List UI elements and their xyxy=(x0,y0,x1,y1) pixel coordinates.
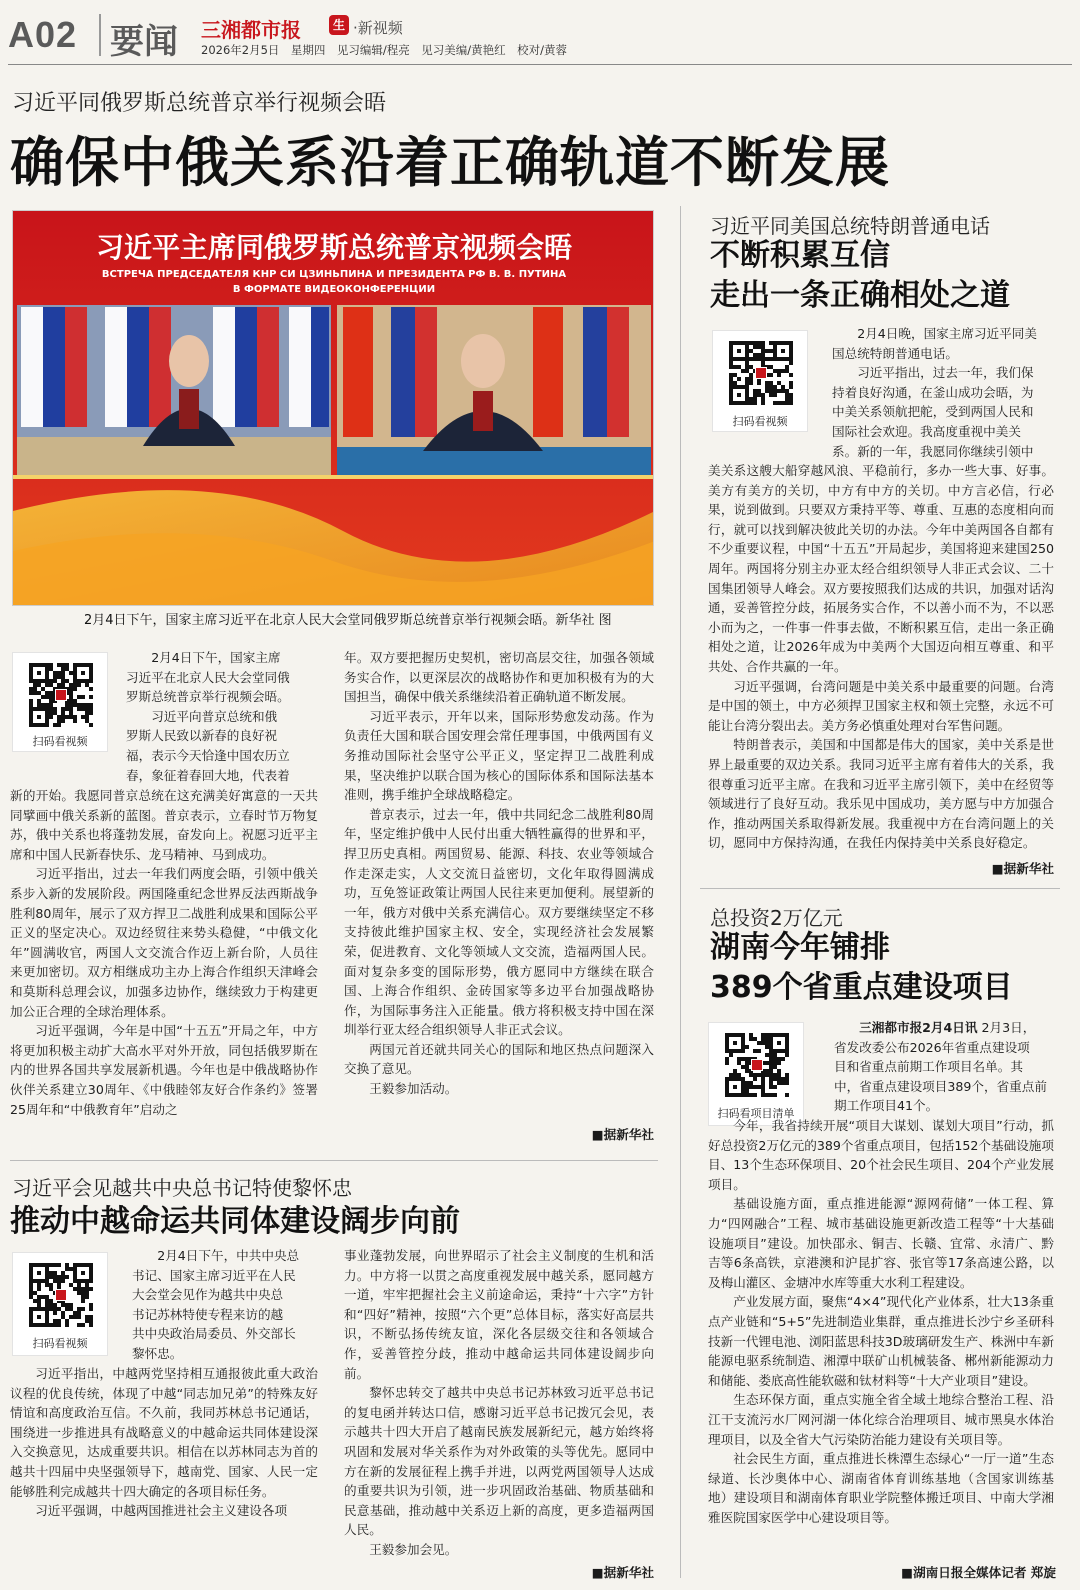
text-line: 中美关系领航把舵，受到两国人民和 xyxy=(832,404,1034,420)
qr-label: 扫码看视频 xyxy=(732,415,788,428)
main-col1 xyxy=(10,786,318,1119)
text-line: 福，表示今天恰逢中国农历立 xyxy=(126,747,290,763)
paragraph: 习近平强调，中越两国推进社会主义建设各项 xyxy=(35,1503,288,1519)
section-name: 要闻 xyxy=(110,22,178,62)
header-divider xyxy=(99,14,101,56)
hunan-headline-line1: 湖南今年铺排 xyxy=(710,930,890,965)
paragraph: 普京表示，过去一年，俄中共同纪念二战胜利80周年，坚定维护俄中人民付出重大牺牲赢得的世界和平，捍卫历史真相。两国贸易、能源、科技、农业等领域合作走深走实，人文交流日益密切，文化年取得圆满成功，互免签证政策让两国人民往来更加便利。展望新的一年，俄方对俄中关系充满信心。双方要继续坚定不移支持彼此维护国家主权、安全，实现经济社会发展繁荣，促进教育、文化等领域人文交流，造福两国人民。面对复杂多变的国际形势，俄方愿同中方继续在联合国、上海合作组织、金砖国家等多边平台加强战略协作，为国际事务注入正能量。俄方将积极支持中国在深圳举行亚太经合组织领导人非正式会议。 xyxy=(344,806,654,1038)
text-line: 书记、国家主席习近平在人民 xyxy=(132,1267,296,1283)
hunan-source: ■湖南日报全媒体记者 郑旋 xyxy=(901,1565,1056,1580)
vn-kicker: 习近平会见越共中央总书记特使黎怀忠 xyxy=(12,1176,352,1200)
main-col2 xyxy=(344,648,654,1099)
qr-label: 扫码看视频 xyxy=(32,1337,88,1350)
vn-source: ■据新华社 xyxy=(591,1565,654,1580)
vn-col2 xyxy=(344,1246,654,1560)
paragraph: 黎怀忠转交了越共中央总书记苏林致习近平总书记的复电函并转达口信，感谢习近平总书记拨冗会见，表示越共十四大开启了越南民族发展新纪元，越方始终将巩固和发展对华关系作为对外政策的头等优先。愿同中方在新的发展征程上携手并进，以两党两国领导人达成的重要共识为引领，进一步巩固政治基础、物质基础和民意基础，推动越中关系迈上新的高度，更多造福两国人民。 xyxy=(344,1385,654,1538)
qr-main[interactable] xyxy=(12,652,108,752)
text-line: 省发改委公布2026年省重点建设项 xyxy=(834,1039,1030,1055)
text-line: 中，省重点建设项目389个，省重点前 xyxy=(834,1078,1047,1094)
main-col1-wrap xyxy=(126,648,318,785)
text-line: 习近平在北京人民大会堂同俄 xyxy=(126,669,290,685)
hunan-headline-line2: 389个省重点建设项目 xyxy=(710,970,1013,1005)
text-line: 2月4日下午，国家主席 xyxy=(151,650,281,665)
paragraph: 习近平表示，开年以来，国际形势愈发动荡。作为负责任大国和联合国安理会常任理事国，中俄两国有义务推动国际社会坚守公平正义，坚定捍卫二战胜利成果，坚决维护以联合国为核心的国际体系和国际法基本准则，携手维护全球战略稳定。 xyxy=(344,708,654,803)
paragraph: 习近平强调，台湾问题是中美关系中最重要的问题。台湾是中国的领土，中方必须捍卫国家主权和领土完整，永远不可能让台湾分裂出去。美方务必慎重处理对台军售问题。 xyxy=(708,678,1054,733)
qr-us[interactable] xyxy=(712,330,808,432)
text-line: 系。新的一年，我愿同你继续引领中 xyxy=(832,443,1034,459)
text-line: 书记苏林特使专程来访的越 xyxy=(132,1306,284,1322)
us-headline-line2: 走出一条正确相处之道 xyxy=(710,278,1010,313)
text-line: 2月4日晚，国家主席习近平同美 xyxy=(857,326,1037,341)
paragraph: 习近平强调，今年是中国“十五五”开局之年，中方将更加积极主动扩大高水平对外开放，同包括俄罗斯在内的世界各国共享发展新机遇。今年也是中俄战略协作伙伴关系建立30周年、《中俄睦邻友好合作条约》签署25周年和“中俄教育年”启动之 xyxy=(10,1023,318,1117)
qr-vietnam[interactable] xyxy=(12,1252,108,1356)
brand-logo: 三湘都市报 xyxy=(201,18,301,42)
us-kicker: 习近平同美国总统特朗普通电话 xyxy=(710,214,990,238)
us-body xyxy=(708,461,1054,853)
text-line: 春，象征着春回大地，代表着 xyxy=(126,767,290,783)
main-headline: 确保中俄关系沿着正确轨道不断发展 xyxy=(10,131,890,194)
paragraph: 习近平指出，过去一年我们两度会晤，引领中俄关系步入新的发展阶段。两国隆重纪念世界反法西斯战争胜利80周年，展示了双方捍卫二战胜利成果和国际公平正义的坚定决心。双边经贸往来势头稳健，“中俄文化年”圆满收官，两国人文交流合作迈上新台阶，人员往来更加密切。双方相继成功主办上海合作组织天津峰会和莫斯科总理会议，加强多边协作，继续致力于构建更加公正合理的全球治理体系。 xyxy=(10,866,318,1019)
text-line: 黎怀忠。 xyxy=(132,1345,183,1361)
photo-banner-ru1: ВСТРЕЧА ПРЕДСЕДАТЕЛЯ КНР СИ ЦЗИНЬПИНА И ПРЕЗИДЕНТА РФ В. В. ПУТИНА xyxy=(101,269,567,280)
qr-label: 扫码看项目清单 xyxy=(717,1107,795,1120)
header-rule xyxy=(8,64,1072,65)
video-meeting-photo xyxy=(13,211,654,606)
hunan-wrap xyxy=(834,1018,1054,1116)
paragraph: 事业蓬勃发展，向世界昭示了社会主义制度的生机和活力。中方将一以贯之高度重视发展中越关系，愿同越方一道，牢牢把握社会主义前途命运，秉持“十六字”方针和“四好”精神，按照“六个更”总体目标，落实好高层共识，不断弘扬传统友谊，深化各层级交往和各领域合作，妥善管控分歧，推动中越命运共同体建设阔步向前。 xyxy=(344,1248,654,1381)
main-photo xyxy=(12,210,654,606)
brand-mark-icon: 生 xyxy=(329,15,349,35)
text-line: 期工作项目41个。 xyxy=(834,1098,939,1114)
text-line: 大会堂会见作为越共中央总 xyxy=(132,1287,284,1303)
paragraph: 基础设施方面，重点推进能源“源网荷储”一体工程、算力“四网融合”工程、城市基础设施更新改造工程等“十大基础设施项目”建设。加快邵永、铜吉、长赣、宜常、永清广、黔吉等6条高铁，京港澳和沪昆扩容、张官等17条高速公路，以及梅山灌区、金塘冲水库等重大水利工程建设。 xyxy=(708,1196,1054,1290)
photo-banner-ru2: В ФОРМАТЕ ВИДЕОКОНФЕРЕНЦИИ xyxy=(232,284,436,295)
qr-hunan[interactable] xyxy=(708,1022,804,1126)
hunan-kicker: 总投资2万亿元 xyxy=(710,906,843,930)
us-source: ■据新华社 xyxy=(991,861,1054,876)
dateline: 三湘都市报2月4日讯 xyxy=(859,1020,978,1035)
vn-headline: 推动中越命运共同体建设阔步向前 xyxy=(10,1204,460,1239)
text-line: 罗斯总统普京举行视频会晤。 xyxy=(126,689,290,705)
section-divider xyxy=(10,1160,658,1161)
text-line: 习近平向普京总统和俄 xyxy=(151,708,278,724)
text-line: 2月3日， xyxy=(981,1020,1036,1035)
paragraph: 年。双方要把握历史契机，密切高层交往，加强各领域务实合作，以更深层次的战略协作和更加积极有为的大国担当，确保中俄关系继续沿着正确轨道不断发展。 xyxy=(344,650,654,705)
paragraph: 美关系这艘大船穿越风浪、平稳前行，多办一些大事、好事。美方有美方的关切，中方有中方的关切。中方言必信，行必果，说到做到。只要双方秉持平等、尊重、互惠的态度相向而行，就可以找到解决彼此关切的办法。今年中美两国各自都有不少重要议程，中国“十五五”开局起步，美国将迎来建国250周年。两国将分别主办亚太经合组织领导人非正式会议、二十国集团领导人峰会。双方要按照我们达成的共识，加强对话沟通，妥善管控分歧，拓展务实合作，不以善小而不为，不以恶小而为之，一件事一件事去做，不断积累互信，走出一条正确相处之道，让2026年成为中美两个大国迈向相互尊重、和平共处、合作共赢的一年。 xyxy=(708,463,1054,674)
main-kicker: 习近平同俄罗斯总统普京举行视频会晤 xyxy=(12,91,387,116)
paragraph: 社会民生方面，重点推进长株潭生态绿心“一厅一道”生态绿道、长沙奥体中心、湖南省体育训练基地（含国家训练基地）建设项目和湖南体育职业学院整体搬迁项目、中南大学湘雅医院国家医学中心建设项目等。 xyxy=(708,1451,1054,1525)
column-divider xyxy=(680,206,681,1578)
text-line: 目和省重点前期工作项目名单。其 xyxy=(834,1059,1023,1075)
us-wrap xyxy=(832,324,1054,461)
photo-banner-cn: 习近平主席同俄罗斯总统普京视频会晤 xyxy=(95,231,573,264)
paragraph: 王毅参加会见。 xyxy=(369,1541,458,1557)
qr-code-icon xyxy=(29,1263,93,1327)
paragraph: 生态环保方面，重点实施全省全域土地综合整治工程、沿江干支流污水厂网河湖一体化综合治理项目、城市黑臭水体治理项目，以及全省大气污染防治能力建设有关项目等。 xyxy=(708,1392,1054,1447)
qr-code-icon xyxy=(725,1033,789,1097)
paragraph: 王毅参加活动。 xyxy=(369,1081,458,1097)
qr-code-icon xyxy=(729,341,793,405)
paragraph: 两国元首还就共同关心的国际和地区热点问题深入交换了意见。 xyxy=(344,1041,654,1077)
text-line: 国际社会欢迎。我高度重视中美关 xyxy=(832,423,1021,439)
brand-video: ·新视频 xyxy=(353,19,403,37)
issue-info: 2026年2月5日 星期四 见习编辑/程亮 见习美编/黄艳红 校对/黄蓉 xyxy=(201,43,568,57)
paragraph: 新的开始。我愿同普京总统在这充满美好寓意的一天共同擘画中俄关系新的蓝图。普京表示，立春时节万物复苏，俄中关系也将蓬勃发展，奋发向上。祝愿习近平主席和中国人民新春快乐、龙马精神、马到成功。 xyxy=(10,788,318,862)
page-number: A02 xyxy=(8,14,78,55)
text-line: 持着良好沟通，在釜山成功会晤，为 xyxy=(832,384,1034,400)
paragraph: 今年，我省持续开展“项目大谋划、谋划大项目”行动，抓好总投资2万亿元的389个省重点项目，包括152个基础设施项目、13个生态环保项目、20个社会民生项目、204个产业发展项目。 xyxy=(708,1118,1054,1192)
text-line: 国总统特朗普通电话。 xyxy=(832,345,958,361)
text-line: 罗斯人民致以新春的良好祝 xyxy=(126,728,278,744)
vn-wrap xyxy=(132,1246,318,1364)
vn-col1 xyxy=(10,1364,318,1521)
qr-code-icon xyxy=(29,663,93,727)
paragraph: 特朗普表示，美国和中国都是伟大的国家，美中关系是世界上最重要的双边关系。我同习近平主席有着伟大的关系，我很尊重习近平主席。在我和习近平主席引领下，美中在经贸等领域进行了良好互动。我乐见中国成功，美方愿与中方加强合作，推动两国关系取得新发展。我重视中方在台湾问题上的关切，愿同中方保持沟通，在我任内保持美中关系良好稳定。 xyxy=(708,737,1054,851)
paragraph: 产业发展方面，聚焦“4×4”现代化产业体系，壮大13条重点产业链和“5+5”先进制造业集群，重点推进长沙宁乡圣研科技新一代锂电池、浏阳蓝思科技3D玻璃研发生产、株洲中车新能源电驱系统制造、湘潭中联矿山机械装备、郴州新能源动力和储能、娄底高性能软磁和钛材料等“十大产业项目”建设。 xyxy=(708,1294,1054,1388)
text-line: 2月4日下午，中共中央总 xyxy=(157,1248,300,1263)
us-headline xyxy=(710,236,1010,316)
qr-label: 扫码看视频 xyxy=(32,735,88,748)
hunan-body xyxy=(708,1116,1054,1527)
text-line: 共中央政治局委员、外交部长 xyxy=(132,1326,296,1342)
photo-caption: 2月4日下午，国家主席习近平在北京人民大会堂同俄罗斯总统普京举行视频会晤。新华社 图 xyxy=(84,613,612,628)
hunan-headline xyxy=(710,928,1013,1008)
text-line: 习近平指出，过去一年，我们保 xyxy=(857,365,1034,381)
us-headline-line1: 不断积累互信 xyxy=(710,238,890,273)
main-source: ■据新华社 xyxy=(591,1127,654,1142)
section-divider xyxy=(700,888,1060,889)
paragraph: 习近平指出，中越两党坚持相互通报彼此重大政治议程的优良传统，体现了中越“同志加兄弟”的特殊友好情谊和高度政治互信。不久前，我同苏林总书记通话，围绕进一步推进具有战略意义的中越命运共同体建设深入交换意见，达成重要共识。相信在以苏林同志为首的越共十四届中央坚强领导下，越南党、国家、人民一定能够胜利完成越共十四大确定的各项目标任务。 xyxy=(10,1366,318,1499)
